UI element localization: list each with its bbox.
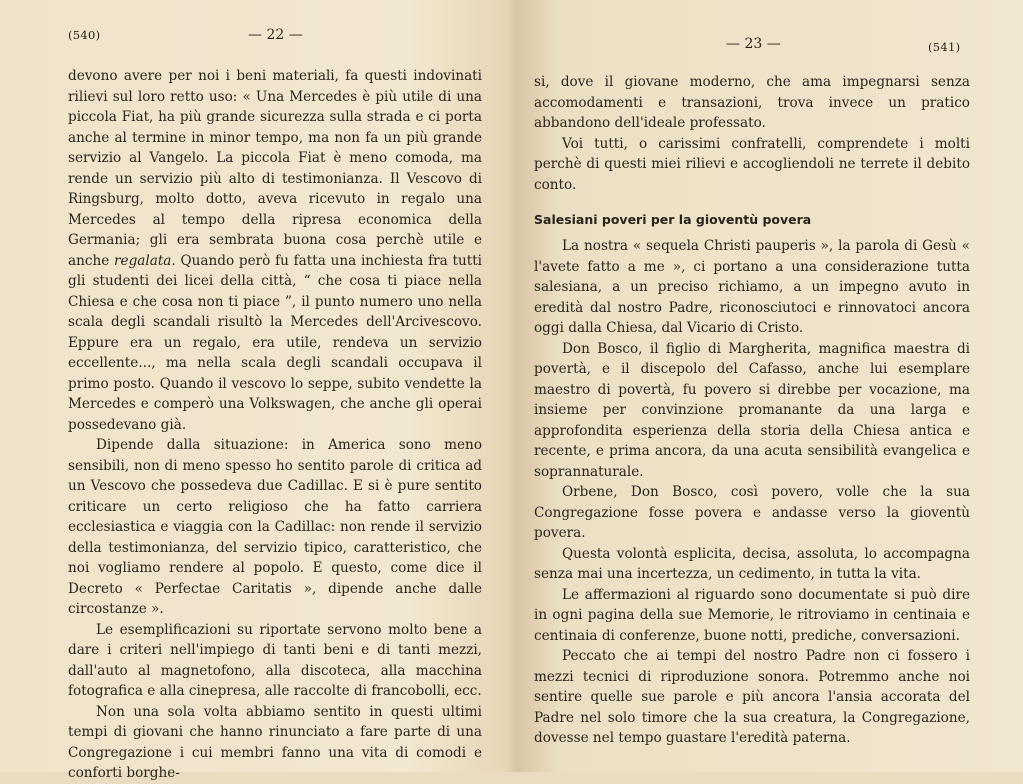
paragraph: Non una sola volta abbiamo sentito in questi ultimi tempi di giovani che hanno rinunciato a fare parte di una Congregazione i cui membri fanno una vita di comodi e conforti borghe- bbox=[68, 703, 482, 781]
paragraph: Voi tutti, o carissimi confratelli, comprendete i molti perchè di questi miei rilievi e accogliendoli ne terrete il debito conto. bbox=[534, 135, 970, 193]
paragraph: Orbene, Don Bosco, così povero, volle che la sua Congregazione fosse povera e andasse verso la gioventù povera. bbox=[534, 484, 970, 541]
paragraph: Don Bosco, il figlio di Margherita, magnifica maestra di povertà, e il discepolo del Cafasso, anche lui esemplare maestro di povertà, fu povero si direbbe per vocazione, ma insieme per convinzione promanante da una larga e approfondita esperienza della storia della Chiesa antica e recente, e prima ancora, da una acuta sensibilità evangelica e soprannaturale. bbox=[534, 340, 970, 480]
right-page bbox=[512, 0, 1023, 772]
right-running-head: (541) bbox=[928, 40, 961, 54]
left-page-body bbox=[68, 66, 482, 784]
section-heading: Salesiani poveri per la gioventù povera bbox=[534, 212, 812, 227]
emphasis: regalata bbox=[114, 252, 172, 269]
right-page-number: — 23 — bbox=[726, 36, 781, 52]
paragraph: Peccato che ai tempi del nostro Padre non ci fossero i mezzi tecnici di riproduzione sonora. Potremmo anche noi sentire quelle sue parole e più ancora l'ansia accorata del Padre nel solo timore che la sua creatura, la Congregazione, dovesse nel tempo guastare l'eredità paterna. bbox=[534, 648, 970, 746]
paragraph: si, dove il giovane moderno, che ama impegnarsi senza accomodamenti e transazioni, trova invece un pratico abbandono dell'ideale professato. bbox=[534, 74, 970, 131]
paragraph: Questa volontà esplicita, decisa, assoluta, lo accompagna senza mai una incertezza, un cedimento, in tutta la vita. bbox=[534, 545, 970, 582]
right-page-top-text bbox=[534, 72, 970, 195]
left-page bbox=[0, 0, 511, 781]
paragraph: Dipende dalla situazione: in America sono meno sensibili, non di meno spesso ho sentito parole di critica ad un Vescovo che possedeva due Cadillac. E si è pure sentito criticare un certo religioso che ha fatto carriera ecclesiastica e viaggia con la Cadillac: non rende il servizio della testimonianza, del servizio tipico, caratteristico, che noi vogliamo rendere al popolo. E questo, come dice il Decreto « Perfectae Caritatis », dipende anche dalle circostanze ». bbox=[68, 437, 482, 617]
paragraph: devono avere per noi i beni materiali, fa questi indovinati rilievi sul loro retto uso: « Una Mercedes è più utile di una piccola Fiat, ha più grande sicurezza sulla strada e ci porta anche al termine in minor tempo, ma non fa un più grande servizio al Vangelo. La piccola Fiat è meno comoda, ma rende un servizio più alto di testimonianza. Il Vescovo di Ringsburg, molto dotto, aveva ricevuto in regalo una Mercedes al tempo della ripresa economica della Germania; gli era sembrata buona cosa perchè utile e anche regalata. Quando però fu fatta una inchiesta fra tutti gli studenti dei licei della città, “ che cosa ti piace nella Chiesa e che cosa non ti piace ”, il punto numero uno nella scala degli scandali risultò la Mercedes dell'Arcivescovo. Eppure era un regalo, era utile, rendeva un servizio eccellente..., ma nella scala degli scandali occupava il primo posto. Quando il vescovo lo seppe, subito vendette la Mercedes e comperò una Volkswagen, che anche gli operai possedevano già. bbox=[68, 68, 483, 433]
paragraph: Le esemplificazioni su riportate servono molto bene a dare i criteri nell'impiego di tanti beni e di tanti mezzi, dall'auto al magnetofono, alla discoteca, alla macchina fotografica e alla cinepresa, alle raccolte di francobolli, ecc. bbox=[68, 621, 482, 699]
paragraph: Le affermazioni al riguardo sono documentate si può dire in ogni pagina della sue Memorie, le ritroviamo in centinaia e centinaia di conferenze, buone notti, prediche, conversazioni. bbox=[534, 586, 970, 644]
right-page-body bbox=[534, 236, 970, 749]
left-page-number: — 22 — bbox=[248, 27, 303, 43]
paragraph: La nostra « sequela Christi pauperis », la parola di Gesù « l'avete fatto a me », ci portano a una considerazione tutta salesiana, a un preciso richiamo, a un impegno avuto in eredità dal nostro Padre, riconosciutoci e rinnovatoci ancora oggi dalla Chiesa, dal Vicario di Cristo. bbox=[534, 238, 970, 336]
left-running-head: (540) bbox=[68, 28, 101, 42]
